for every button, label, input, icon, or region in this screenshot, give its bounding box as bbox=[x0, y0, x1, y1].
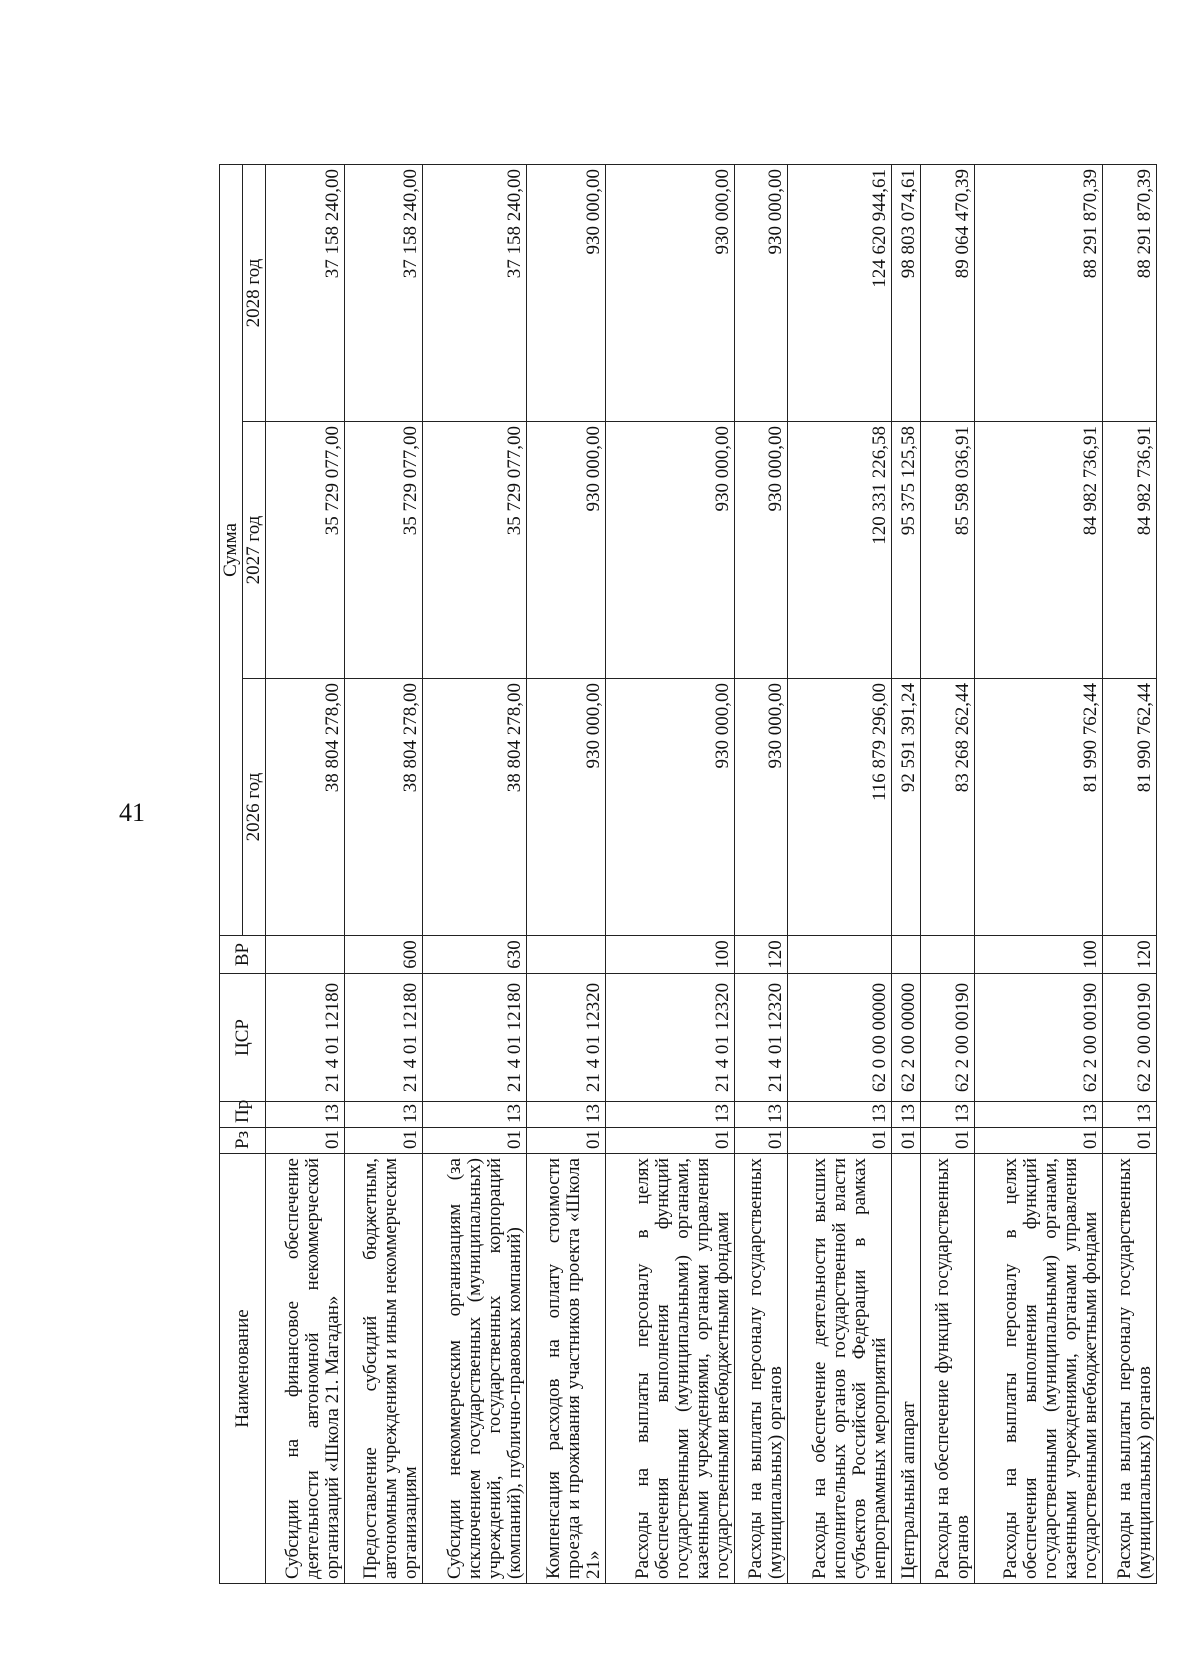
cell-2027: 95 375 125,58 bbox=[892, 422, 921, 679]
cell-2026: 930 000,00 bbox=[527, 679, 606, 936]
cell-name: Расходы на выплаты персоналу государственных (муниципальных) органов bbox=[1103, 1154, 1157, 1584]
cell-2026: 930 000,00 bbox=[734, 679, 788, 936]
cell-2028: 88 291 870,39 bbox=[1103, 165, 1157, 422]
cell-2027: 930 000,00 bbox=[527, 422, 606, 679]
header-vr: ВР bbox=[220, 936, 266, 974]
cell-vr bbox=[788, 936, 892, 974]
table-row bbox=[920, 165, 974, 1584]
cell-2026: 930 000,00 bbox=[605, 679, 734, 936]
cell-csr: 21 4 01 12320 bbox=[605, 974, 734, 1102]
cell-rz: 01 bbox=[734, 1128, 788, 1154]
cell-2028: 88 291 870,39 bbox=[974, 165, 1103, 422]
cell-csr: 62 0 00 00000 bbox=[788, 974, 892, 1102]
cell-name: Субсидии некоммерческим организациям (за исключением государственных (муниципальных) учреждений, государственных корпораций (компаний), публично-правовых компаний) bbox=[423, 1154, 527, 1584]
header-row-1 bbox=[220, 165, 243, 1584]
cell-2027: 35 729 077,00 bbox=[344, 422, 423, 679]
cell-rz: 01 bbox=[266, 1128, 345, 1154]
cell-name: Расходы на выплаты персоналу в целях обеспечения выполнения функций государственными (муниципальными) органами, казенными учреждениями, органами управления государственными внебюджетными фондами bbox=[605, 1154, 734, 1584]
cell-csr: 21 4 01 12180 bbox=[344, 974, 423, 1102]
cell-2026: 116 879 296,00 bbox=[788, 679, 892, 936]
cell-2028: 37 158 240,00 bbox=[423, 165, 527, 422]
cell-2027: 35 729 077,00 bbox=[423, 422, 527, 679]
header-rz: Рз bbox=[220, 1128, 266, 1154]
cell-name: Расходы на выплаты персоналу в целях обеспечения выполнения функций государственными (муниципальными) органами, казенными учреждениями, органами управления государственными внебюджетными фондами bbox=[974, 1154, 1103, 1584]
cell-vr: 630 bbox=[423, 936, 527, 974]
cell-csr: 62 2 00 00000 bbox=[892, 974, 921, 1102]
cell-name: Компенсация расходов на оплату стоимости проезда и проживания участников проекта «Школа 21» bbox=[527, 1154, 606, 1584]
cell-pr: 13 bbox=[920, 1102, 974, 1128]
header-2027: 2027 год bbox=[243, 422, 266, 679]
cell-vr bbox=[920, 936, 974, 974]
cell-2026: 92 591 391,24 bbox=[892, 679, 921, 936]
cell-2027: 930 000,00 bbox=[734, 422, 788, 679]
cell-name: Субсидии на финансовое обеспечение деятельности автономной некоммерческой организаций «Школа 21. Магадан» bbox=[266, 1154, 345, 1584]
cell-rz: 01 bbox=[974, 1128, 1103, 1154]
table-row bbox=[527, 165, 606, 1584]
cell-csr: 62 2 00 00190 bbox=[920, 974, 974, 1102]
header-csr: ЦСР bbox=[220, 974, 266, 1102]
cell-pr: 13 bbox=[974, 1102, 1103, 1128]
header-2028: 2028 год bbox=[243, 165, 266, 422]
cell-csr: 62 2 00 00190 bbox=[1103, 974, 1157, 1102]
rotated-table-container bbox=[219, 164, 1157, 1584]
cell-vr: 100 bbox=[605, 936, 734, 974]
cell-rz: 01 bbox=[920, 1128, 974, 1154]
cell-rz: 01 bbox=[344, 1128, 423, 1154]
cell-pr: 13 bbox=[527, 1102, 606, 1128]
cell-2028: 98 803 074,61 bbox=[892, 165, 921, 422]
table-row bbox=[423, 165, 527, 1584]
cell-name: Расходы на выплаты персоналу государственных (муниципальных) органов bbox=[734, 1154, 788, 1584]
cell-pr: 13 bbox=[1103, 1102, 1157, 1128]
cell-name: Центральный аппарат bbox=[892, 1154, 921, 1584]
table-row bbox=[974, 165, 1103, 1584]
cell-name: Расходы на обеспечение деятельности высших исполнительных органов государственной власти субъектов Российской Федерации в рамках непрограммных мероприятий bbox=[788, 1154, 892, 1584]
table-row bbox=[605, 165, 734, 1584]
cell-rz: 01 bbox=[1103, 1128, 1157, 1154]
cell-vr bbox=[892, 936, 921, 974]
cell-csr: 21 4 01 12180 bbox=[266, 974, 345, 1102]
cell-vr: 120 bbox=[734, 936, 788, 974]
page-number: 41 bbox=[119, 798, 145, 827]
cell-2028: 930 000,00 bbox=[605, 165, 734, 422]
cell-name: Расходы на обеспечение функций государственных органов bbox=[920, 1154, 974, 1584]
cell-2028: 89 064 470,39 bbox=[920, 165, 974, 422]
cell-vr: 600 bbox=[344, 936, 423, 974]
cell-2028: 37 158 240,00 bbox=[344, 165, 423, 422]
cell-2028: 37 158 240,00 bbox=[266, 165, 345, 422]
cell-2027: 120 331 226,58 bbox=[788, 422, 892, 679]
cell-rz: 01 bbox=[605, 1128, 734, 1154]
cell-2026: 38 804 278,00 bbox=[344, 679, 423, 936]
cell-pr: 13 bbox=[266, 1102, 345, 1128]
cell-rz: 01 bbox=[527, 1128, 606, 1154]
table-body bbox=[266, 165, 1157, 1584]
cell-2027: 84 982 736,91 bbox=[974, 422, 1103, 679]
header-pr: Пр bbox=[220, 1102, 266, 1128]
header-name: Наименование bbox=[220, 1154, 266, 1584]
cell-2026: 81 990 762,44 bbox=[974, 679, 1103, 936]
cell-pr: 13 bbox=[734, 1102, 788, 1128]
cell-pr: 13 bbox=[788, 1102, 892, 1128]
cell-rz: 01 bbox=[788, 1128, 892, 1154]
cell-2028: 124 620 944,61 bbox=[788, 165, 892, 422]
table-row bbox=[734, 165, 788, 1584]
cell-csr: 62 2 00 00190 bbox=[974, 974, 1103, 1102]
cell-2027: 35 729 077,00 bbox=[266, 422, 345, 679]
cell-2028: 930 000,00 bbox=[527, 165, 606, 422]
cell-pr: 13 bbox=[344, 1102, 423, 1128]
cell-2026: 81 990 762,44 bbox=[1103, 679, 1157, 936]
cell-vr: 100 bbox=[974, 936, 1103, 974]
header-sum: Сумма bbox=[220, 165, 243, 936]
cell-vr bbox=[527, 936, 606, 974]
cell-2027: 84 982 736,91 bbox=[1103, 422, 1157, 679]
cell-csr: 21 4 01 12180 bbox=[423, 974, 527, 1102]
cell-csr: 21 4 01 12320 bbox=[734, 974, 788, 1102]
cell-2026: 38 804 278,00 bbox=[423, 679, 527, 936]
cell-vr: 120 bbox=[1103, 936, 1157, 974]
table-row bbox=[344, 165, 423, 1584]
cell-pr: 13 bbox=[423, 1102, 527, 1128]
cell-2026: 83 268 262,44 bbox=[920, 679, 974, 936]
table-row bbox=[788, 165, 892, 1584]
table-row bbox=[266, 165, 345, 1584]
cell-pr: 13 bbox=[605, 1102, 734, 1128]
cell-2028: 930 000,00 bbox=[734, 165, 788, 422]
cell-2027: 930 000,00 bbox=[605, 422, 734, 679]
header-2026: 2026 год bbox=[243, 679, 266, 936]
budget-table bbox=[219, 164, 1157, 1584]
table-row bbox=[892, 165, 921, 1584]
table-row bbox=[1103, 165, 1157, 1584]
cell-csr: 21 4 01 12320 bbox=[527, 974, 606, 1102]
cell-2027: 85 598 036,91 bbox=[920, 422, 974, 679]
cell-pr: 13 bbox=[892, 1102, 921, 1128]
cell-2026: 38 804 278,00 bbox=[266, 679, 345, 936]
cell-rz: 01 bbox=[423, 1128, 527, 1154]
cell-name: Предоставление субсидий бюджетным, автономным учреждениям и иным некоммерческим организациям bbox=[344, 1154, 423, 1584]
cell-rz: 01 bbox=[892, 1128, 921, 1154]
cell-vr bbox=[266, 936, 345, 974]
